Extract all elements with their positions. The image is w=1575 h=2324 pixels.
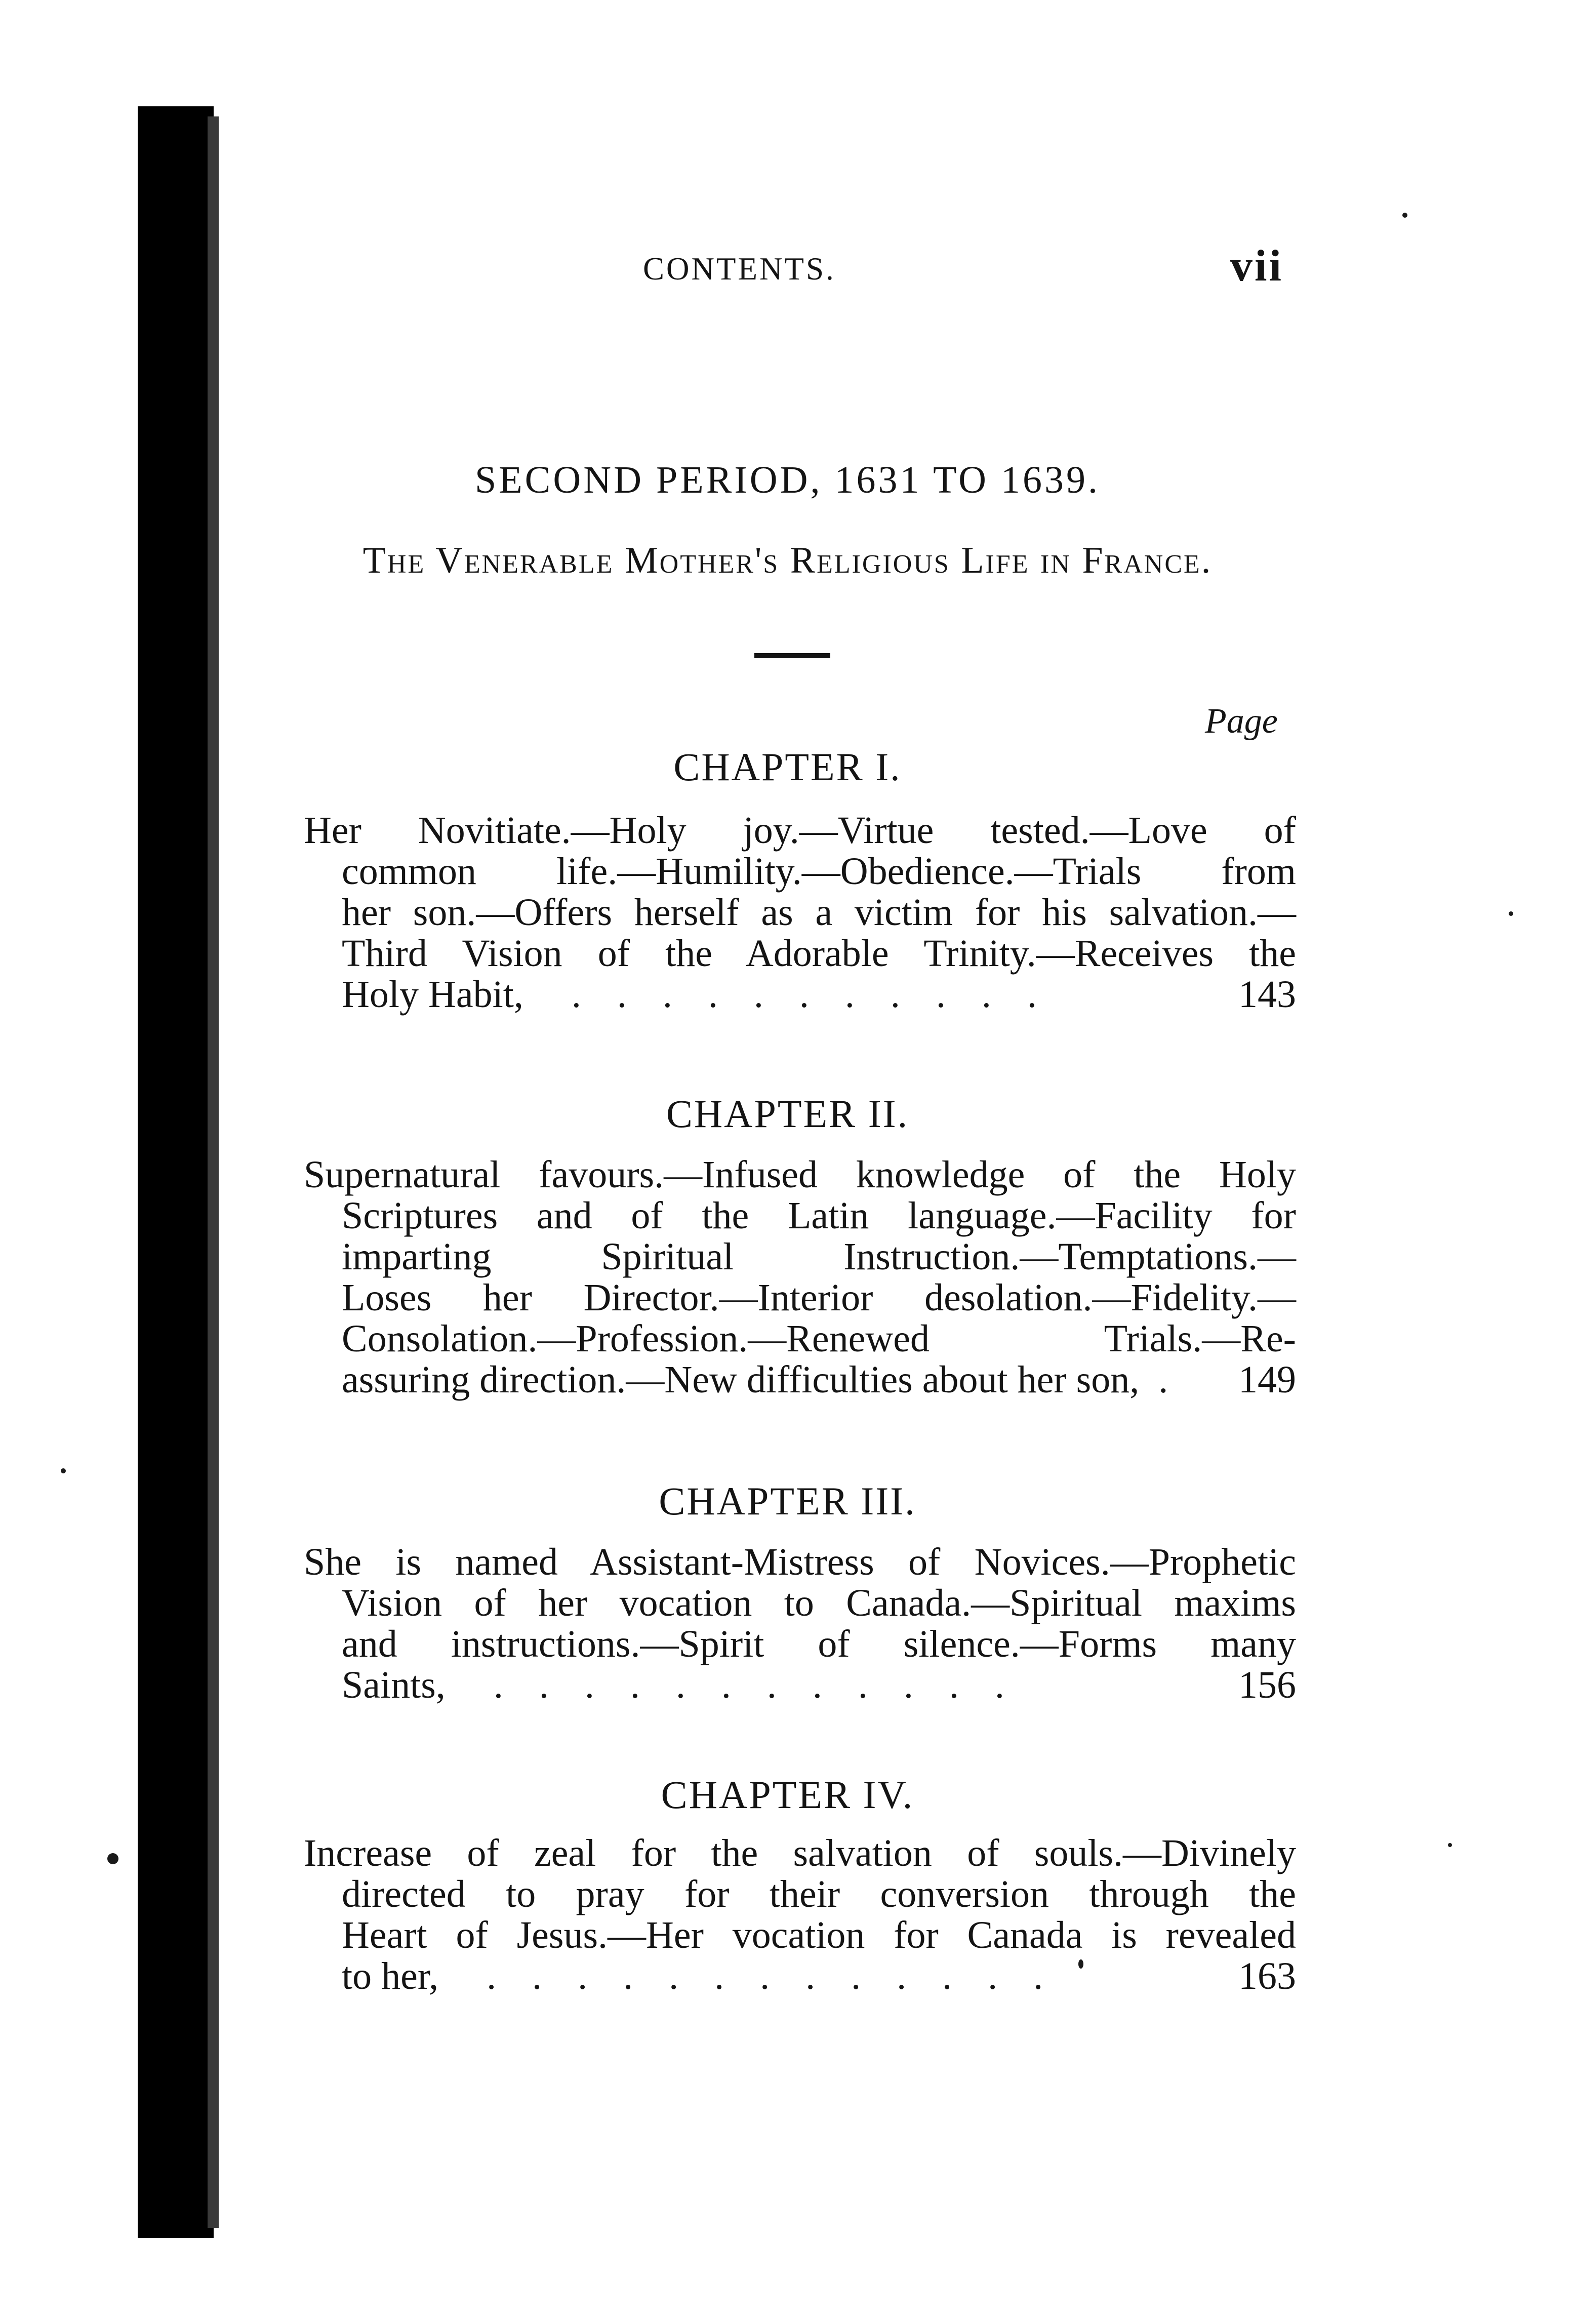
entry-line-text: Holy Habit, [342,973,523,1016]
chapter-heading: CHAPTER II. [666,1092,909,1136]
dot-leader: . [1158,1358,1182,1401]
entry-line: imparting Spiritual Instruction.—Temptations.— [342,1235,1296,1278]
entry-page-number: 156 [1238,1664,1296,1706]
scan-speck [1402,213,1407,218]
entry-line: Supernatural favours.—Infused knowledge of the Holy [304,1153,1296,1196]
entry-line: Increase of zeal for the salvation of souls.—Divinely [304,1832,1296,1874]
entry-page-number: 149 [1238,1358,1296,1401]
entry-line-text: to her, [342,1955,439,1997]
chapter-entry [304,1154,1296,1400]
chapter-entry [304,1833,1296,1997]
page-number-roman: vii [1230,242,1283,291]
entry-line: her son.—Offers herself as a victim for his salvation.— [342,891,1296,934]
entry-last-line [304,1956,1296,1997]
entry-line-text: Saints, [342,1664,446,1706]
scan-speck [61,1468,66,1473]
running-head: CONTENTS. [643,251,836,287]
chapter-heading: CHAPTER III. [659,1479,916,1523]
entry-line: Loses her Director.—Interior desolation.—Fidelity.— [342,1276,1296,1319]
scan-speck [1448,1843,1452,1847]
chapter-heading: CHAPTER IV. [661,1773,914,1817]
chapter-entry [304,1542,1296,1706]
entry-line: and instructions.—Spirit of silence.—Forms many [342,1623,1296,1665]
entry-last-line [304,1359,1296,1400]
entry-page-number: 163 [1238,1955,1296,1997]
entry-line: Vision of her vocation to Canada.—Spiritual maxims [342,1582,1296,1624]
chapter-heading: CHAPTER I. [673,745,902,789]
dot-leader: . . . . . . . . . . . [571,973,1050,1016]
chapter-entry [304,810,1296,1015]
entry-line: Third Vision of the Adorable Trinity.—Receives the [342,932,1296,975]
entry-line: common life.—Humility.—Obedience.—Trials from [342,850,1296,893]
entry-line: Heart of Jesus.—Her vocation for Canada is revealed [342,1914,1296,1956]
entry-line: Scriptures and of the Latin language.—Facility for [342,1194,1296,1237]
scan-speck [1509,911,1513,916]
page-column-label: Page [1205,702,1278,741]
section-rule [754,653,830,658]
entry-line: directed to pray for their conversion through the [342,1873,1296,1915]
period-title: SECOND PERIOD, 1631 TO 1639. [474,459,1101,501]
dot-leader: . . . . . . . . . . . . . [487,1955,1057,1997]
period-subtitle: The Venerable Mother's Religious Life in France. [362,540,1213,581]
entry-line: She is named Assistant-Mistress of Novices.—Prophetic [304,1541,1296,1583]
entry-page-number: 143 [1238,973,1296,1016]
scan-speck [107,1853,118,1864]
entry-line: Consolation.—Profession.—Renewed Trials.—Re- [342,1317,1296,1360]
entry-last-line [304,974,1296,1015]
binding-shadow [138,106,214,2238]
entry-last-line [304,1665,1296,1706]
binding-shadow-edge [208,116,219,2228]
entry-line-text: assuring direction.—New difficulties about her son, [342,1358,1140,1401]
dot-leader: . . . . . . . . . . . . [493,1664,1018,1706]
entry-line: Her Novitiate.—Holy joy.—Virtue tested.—Love of [304,809,1296,852]
